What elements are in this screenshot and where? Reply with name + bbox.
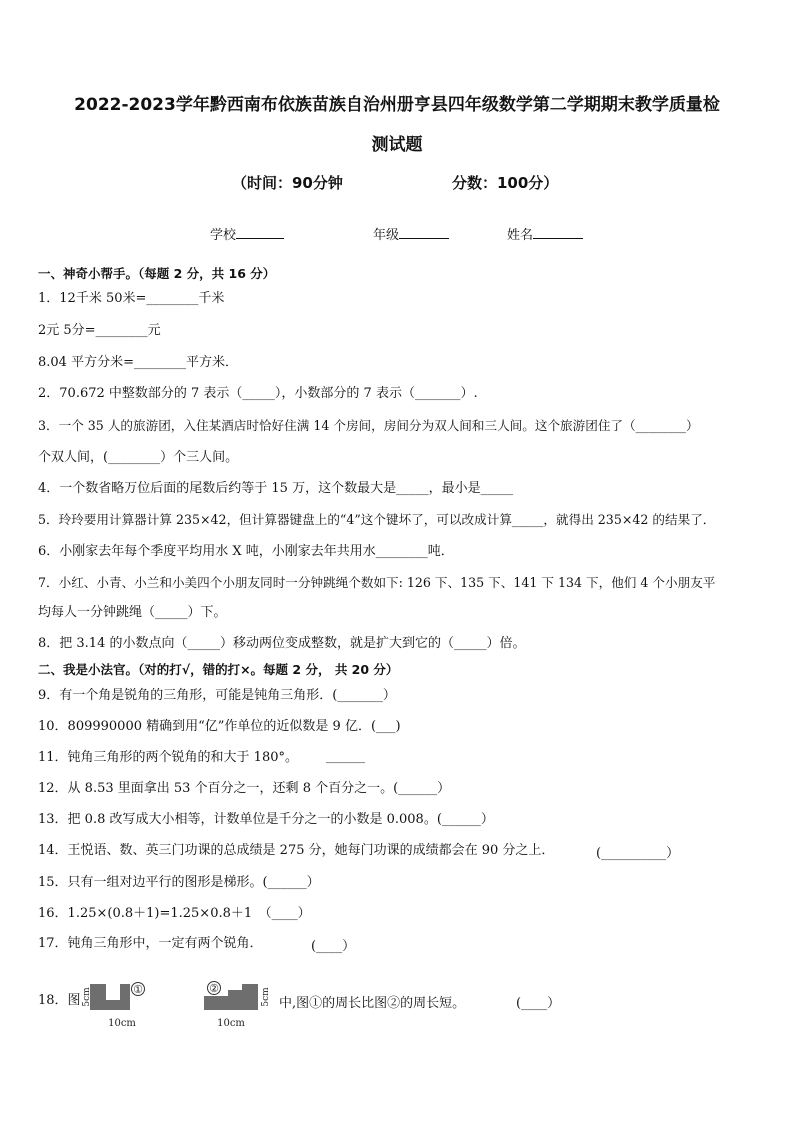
question-1b: 2元 5分=________元	[38, 323, 161, 338]
figure-1-shape	[90, 984, 130, 1010]
name-label: 姓名	[507, 228, 534, 243]
school-blank[interactable]	[236, 226, 284, 239]
question-11-blank[interactable]: ______	[326, 749, 365, 764]
school-field[interactable]	[210, 224, 284, 243]
figure-1-height-label: 5cm	[82, 987, 92, 1007]
figure-2-label: ②	[209, 982, 219, 995]
question-14-blank[interactable]: (__________）	[596, 846, 680, 861]
grade-field[interactable]	[373, 224, 449, 243]
question-15: 15．只有一组对边平行的图形是梯形。(______）	[38, 875, 320, 890]
exam-title-line2: 测试题	[371, 135, 423, 155]
figure-1-label: ①	[133, 983, 143, 996]
question-5: 5．玲玲要用计算器计算 235×42，但计算器键盘上的“4”这个键坏了，可以改成计算_____，就得出 235×42 的结果了．	[38, 512, 716, 527]
exam-title-line1: 2022-2023学年黔西南布依族苗族自治州册亨县四年级数学第二学期期末教学质量检	[74, 95, 720, 115]
name-field[interactable]	[507, 224, 583, 243]
question-18-text: 中,图①的周长比图②的周长短。	[279, 996, 466, 1011]
question-1c: 8.04 平方分米=________平方米．	[38, 355, 238, 370]
question-3-line1: 3．一个 35 人的旅游团，入住某酒店时恰好住满 14 个房间，房间分为双人间和三人间。这个旅游团住了（________）	[38, 418, 699, 433]
question-9: 9．有一个角是锐角的三角形，可能是钝角三角形．(_______）	[38, 688, 396, 703]
exam-score: 分数：100分）	[452, 174, 559, 192]
question-18-prefix: 18．图	[38, 993, 81, 1008]
exam-time: （时间：90分钟	[232, 174, 343, 192]
question-6: 6．小刚家去年每个季度平均用水 X 吨，小刚家去年共用水________吨．	[38, 544, 454, 559]
figure-2	[198, 978, 278, 1034]
question-2: 2．70.672 中整数部分的 7 表示（_____），小数部分的 7 表示（_______）.	[38, 386, 478, 401]
name-blank[interactable]	[533, 226, 583, 239]
figure-1	[80, 978, 176, 1034]
question-18-blank[interactable]: (____）	[516, 996, 561, 1011]
question-13: 13．把 0.8 改写成大小相等，计数单位是千分之一的小数是 0.008。(______）	[38, 812, 494, 827]
grade-blank[interactable]	[399, 226, 449, 239]
question-3-line2: 个双人间，(________）个三人间。	[38, 450, 239, 465]
question-17-blank[interactable]: (____）	[311, 939, 356, 954]
figure-2-height-label: 5cm	[261, 987, 271, 1007]
question-1a: 1．12千米 50米=________千米	[38, 291, 225, 306]
figure-1-width-label: 10cm	[108, 1018, 136, 1029]
grade-label: 年级	[373, 228, 400, 243]
question-17: 17．钝角三角形中，一定有两个锐角．	[38, 936, 263, 951]
question-12: 12．从 8.53 里面拿出 53 个百分之一，还剩 8 个百分之一。(______）	[38, 781, 451, 796]
question-16: 16．1.25×(0.8＋1)=1.25×0.8＋1 （____）	[38, 906, 311, 921]
question-8: 8．把 3.14 的小数点向（_____）移动两位变成整数，就是扩大到它的（_____）倍。	[38, 636, 526, 651]
question-4: 4．一个数省略万位后面的尾数后约等于 15 万，这个数最大是_____，最小是_____	[38, 481, 514, 496]
section2-header: 二、我是小法官。（对的打√，错的打×。每题 2 分， 共 20 分）	[38, 662, 399, 677]
school-label: 学校	[210, 228, 237, 243]
question-14: 14．王悦语、数、英三门功课的总成绩是 275 分，她每门功课的成绩都会在 90 分之上．	[38, 843, 555, 858]
question-7-line1: 7．小红、小青、小兰和小美四个小朋友同时一分钟跳绳个数如下: 126 下、135 下、141 下 134 下，他们 4 个小朋友平	[38, 575, 716, 590]
section1-header: 一、神奇小帮手。（每题 2 分，共 16 分）	[38, 266, 276, 281]
question-11: 11．钝角三角形的两个锐角的和大于 180°。	[38, 750, 298, 765]
figure-2-width-label: 10cm	[217, 1018, 245, 1029]
question-7-line2: 均每人一分钟跳绳（_____）下。	[38, 605, 227, 620]
question-10: 10．809990000 精确到用“亿”作单位的近似数是 9 亿．(___)	[38, 719, 401, 734]
